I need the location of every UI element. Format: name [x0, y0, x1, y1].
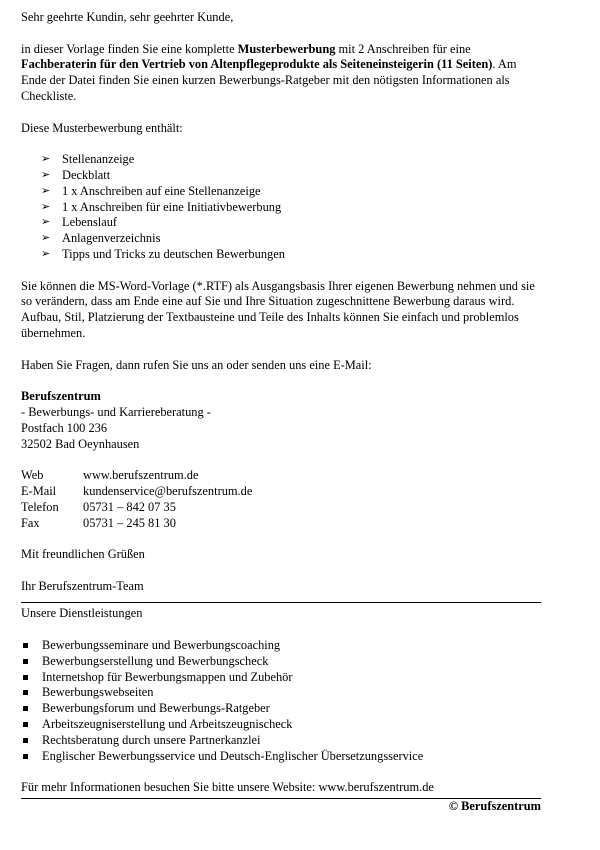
square-bullet-icon — [23, 738, 28, 743]
arrow-bullet-icon: ➢ — [41, 247, 51, 260]
list-item: ➢ 1 x Anschreiben für eine Initiativbewerbung — [41, 199, 282, 214]
arrow-bullet-icon: ➢ — [41, 184, 51, 197]
contact-key: Web — [21, 468, 44, 483]
list-item: Bewerbungsforum und Bewerbungs-Ratgeber — [21, 701, 541, 717]
list-item: Arbeitszeugniserstellung und Arbeitszeugnischeck — [21, 717, 541, 733]
list-item: Rechtsberatung durch unsere Partnerkanzlei — [21, 733, 541, 749]
arrow-bullet-icon: ➢ — [41, 168, 51, 181]
contact-key: E-Mail — [21, 483, 57, 498]
contact-row-phone — [21, 500, 252, 516]
website-note: Für mehr Informationen besuchen Sie bitte unsere Website: www.berufszentrum.de — [21, 780, 434, 795]
services-list — [21, 638, 541, 764]
contact-web-link[interactable]: www.berufszentrum.de — [83, 468, 199, 483]
contents-list — [21, 152, 541, 263]
contact-value: 05731 – 245 81 30 — [83, 515, 176, 530]
square-bullet-icon — [23, 722, 28, 727]
copyright: © Berufszentrum — [448, 799, 541, 814]
contact-row-fax — [21, 516, 252, 532]
list-item: ➢ Anlagenverzeichnis — [41, 231, 161, 246]
list-item: Bewerbungsseminare und Bewerbungscoaching — [21, 638, 541, 654]
contact-key: Telefon — [21, 499, 59, 514]
contact-email-link[interactable]: kundenservice@berufszentrum.de — [83, 483, 253, 498]
contact-value: 05731 – 842 07 35 — [83, 499, 176, 514]
square-bullet-icon — [23, 690, 28, 695]
salutation: Sehr geehrte Kundin, sehr geehrter Kunde, — [21, 10, 234, 24]
square-bullet-icon — [23, 643, 28, 648]
company-name: Berufszentrum — [21, 389, 101, 404]
address-block — [21, 389, 541, 452]
usage-paragraph: Sie können die MS-Word-Vorlage (*.RTF) als Ausgangsbasis Ihrer eigenen Bewerbung nehmen und sie so verändern, dass am Ende eine auf Sie und Ihre Situation zugeschnittene Bewerbung daraus wird. Aufbau, Stil, Platzierung der Textbausteine und Teile des Inhalts können Sie einfach und problemlos übernehmen. — [21, 278, 535, 340]
contents-heading: Diese Musterbewerbung enthält: — [21, 120, 183, 135]
arrow-bullet-icon: ➢ — [41, 232, 51, 245]
square-bullet-icon — [23, 675, 28, 680]
square-bullet-icon — [23, 706, 28, 711]
intro-paragraph: in dieser Vorlage finden Sie eine komplette Musterbewerbung mit 2 Anschreiben für eine Fachberaterin für den Vertrieb von Altenpflegeprodukte als Seiteneinsteigerin (11 Seiten). Am Ende der Datei finden Sie einen kurzen Bewerbungs-Ratgeber mit den nötigsten Informationen als Checkliste. — [21, 41, 517, 103]
contact-table — [21, 468, 252, 531]
contact-key: Fax — [21, 515, 40, 530]
contact-row-email — [21, 484, 252, 500]
arrow-bullet-icon: ➢ — [41, 200, 51, 213]
square-bullet-icon — [23, 659, 28, 664]
company-subtitle: - Bewerbungs- und Karriereberatung - — [21, 404, 211, 419]
signature: Ihr Berufszentrum-Team — [21, 578, 144, 593]
list-item: Bewerbungserstellung und Bewerbungscheck — [21, 654, 541, 670]
square-bullet-icon — [23, 754, 28, 759]
list-item: ➢ 1 x Anschreiben auf eine Stellenanzeige — [41, 183, 261, 198]
divider — [21, 602, 541, 603]
list-item: ➢ Deckblatt — [41, 167, 111, 182]
city: 32502 Bad Oeynhausen — [21, 436, 140, 451]
arrow-bullet-icon: ➢ — [41, 216, 51, 229]
document-page — [21, 10, 541, 815]
arrow-bullet-icon: ➢ — [41, 153, 51, 166]
intro-bold-position: Fachberaterin für den Vertrieb von Altenpflegeprodukte als Seiteneinsteigerin (11 Seiten) — [21, 57, 493, 72]
list-item: Englischer Bewerbungsservice und Deutsch-Englischer Übersetzungsservice — [21, 749, 541, 765]
list-item: Internetshop für Bewerbungsmappen und Zubehör — [21, 670, 541, 686]
postbox: Postfach 100 236 — [21, 420, 108, 435]
services-heading: Unsere Dienstleistungen — [21, 606, 143, 621]
list-item: Bewerbungswebseiten — [21, 685, 541, 701]
list-item: ➢ Tipps und Tricks zu deutschen Bewerbungen — [41, 246, 285, 261]
list-item: ➢ Lebenslauf — [41, 215, 118, 230]
contact-row-web — [21, 468, 252, 484]
intro-bold-musterbewerbung: Musterbewerbung — [237, 41, 336, 56]
list-item: ➢ Stellenanzeige — [41, 152, 135, 167]
questions-paragraph: Haben Sie Fragen, dann rufen Sie uns an oder senden uns eine E-Mail: — [21, 357, 372, 372]
closing: Mit freundlichen Grüßen — [21, 547, 145, 562]
